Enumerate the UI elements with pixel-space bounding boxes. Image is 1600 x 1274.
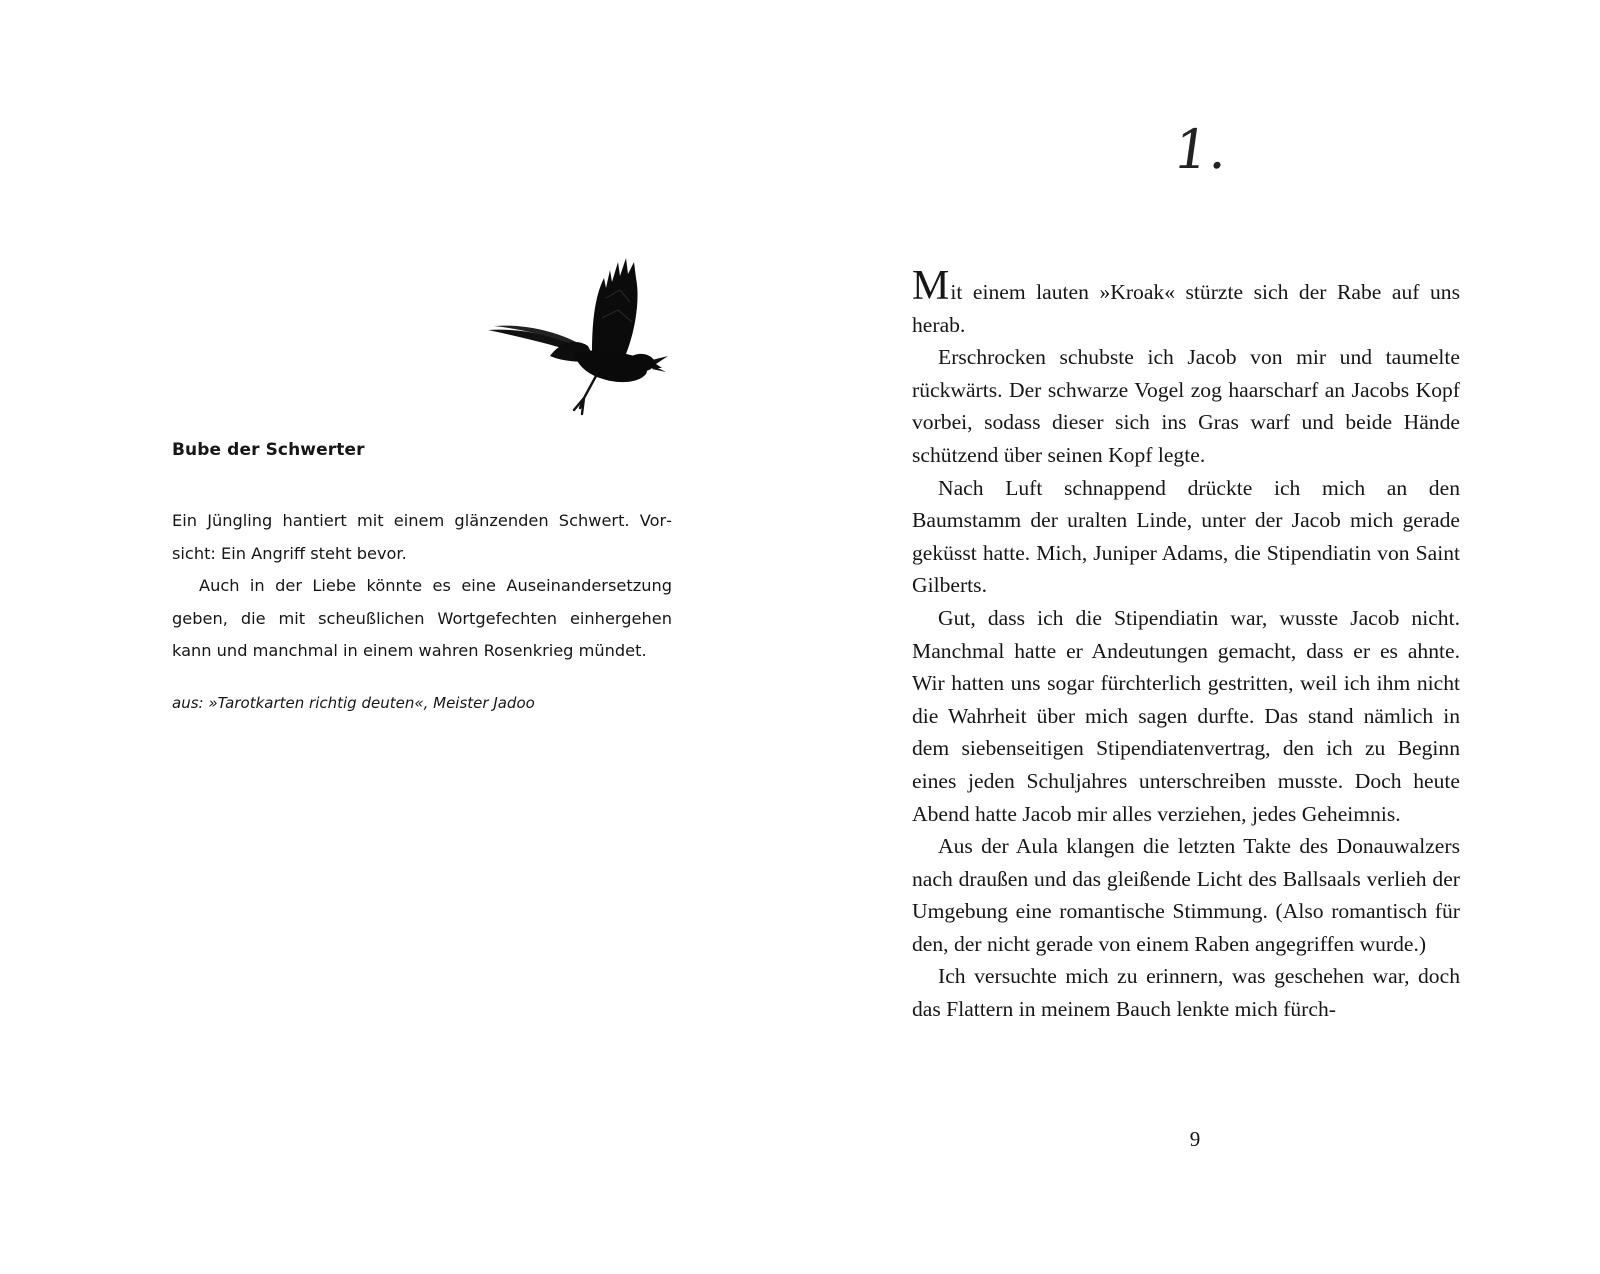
chapter-number: 1. xyxy=(1169,118,1235,181)
card-paragraph: Auch in der Liebe könnte es eine Auseinandersetzung geben, die mit scheußlichen Wortgefechten einhergehen kann und manchmal in einem wahren Rosenkrieg mündet. xyxy=(172,576,672,660)
raven-icon xyxy=(488,258,674,428)
body-paragraph: Ich versuchte mich zu erinnern, was geschehen war, doch das Flattern in meinem Bauch lenkte mich fürch- xyxy=(912,964,1460,1022)
right-page xyxy=(800,0,1600,1274)
page-number: 9 xyxy=(1189,1127,1201,1151)
body-paragraph: Nach Luft schnappend drückte ich mich an den Baumstamm der uralten Linde, unter der Jacob mich gerade geküsst hatte. Mich, Juniper Adams, die Stipendiatin von Saint Gilberts. xyxy=(912,475,1460,598)
card-description xyxy=(172,505,672,668)
body-paragraph: Aus der Aula klangen die letzten Takte des Donauwalzers nach draußen und das gleißende Licht des Ballsaals verlieh der Umgebung eine romantische Stimmung. (Also romantisch für den, der nicht gerade von einem Raben angegriffen wurde.) xyxy=(912,834,1460,956)
card-source: aus: »Tarotkarten richtig deuten«, Meister Jadoo xyxy=(172,694,535,712)
initial-letter: M xyxy=(912,263,951,309)
first-paragraph xyxy=(912,263,1460,341)
first-paragraph-text: it einem lauten »Kroak« stürzte sich der Rabe auf uns herab. xyxy=(912,280,1460,337)
body-paragraph: Gut, dass ich die Stipendiatin war, wusste Jacob nicht. Manchmal hatte er Andeutungen gemacht, dass er es ahnte. Wir hatten uns sogar fürchterlich gestritten, weil ich ihm nicht die Wahrheit über mich sagen durfte. Das stand nämlich in dem siebenseitigen Stipendiatenvertrag, den ich zu Beginn eines jeden Schuljahres unterschreiben musste. Doch heute Abend hatte Jacob mir alles verziehen, jedes Geheimnis. xyxy=(912,605,1460,826)
chapter-text xyxy=(912,263,1460,1026)
body-paragraph: Erschrocken schubste ich Jacob von mir und taumelte rückwärts. Der schwarze Vogel zog haarscharf an Jacobs Kopf vorbei, sodass dieser sich ins Gras warf und beide Hände schützend über seinen Kopf legte. xyxy=(912,345,1460,467)
card-paragraph: Ein Jüngling hantiert mit einem glänzenden Schwert. Vorsicht: Ein Angriff steht bevor. xyxy=(172,511,672,563)
card-title: Bube der Schwerter xyxy=(172,440,365,460)
